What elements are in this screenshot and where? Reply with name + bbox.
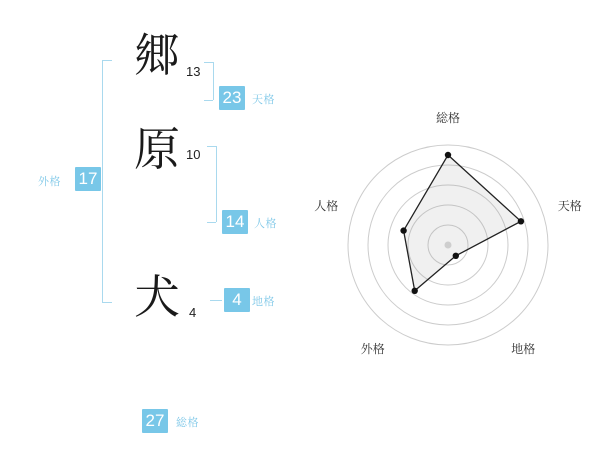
stroke-count-2: 10 (186, 147, 201, 162)
stroke-count-1: 13 (186, 64, 201, 79)
kanji-character-1: 郷 (134, 28, 180, 82)
bracket-jinkaku-bottom (207, 222, 216, 223)
radar-axis-label-soukaku: 総格 (436, 110, 461, 125)
kanji-character-2: 原 (134, 122, 180, 176)
bracket-chikaku-line (210, 300, 222, 301)
name-breakdown-panel (0, 0, 300, 470)
value-chip-gaikaku: 17 (75, 167, 101, 191)
bracket-jinkaku-vertical (216, 146, 217, 222)
radar-axis-label-chikaku: 地格 (511, 342, 536, 357)
value-chip-soukaku: 27 (142, 409, 168, 433)
bracket-jinkaku-top (207, 146, 216, 147)
value-label-jinkaku: 人格 (254, 217, 277, 230)
bracket-tenkaku-vertical (213, 62, 214, 100)
radar-axis-label-tenkaku: 天格 (557, 198, 582, 213)
value-label-soukaku: 総格 (176, 416, 199, 429)
bracket-tenkaku-top (204, 62, 213, 63)
value-chip-chikaku: 4 (224, 288, 250, 312)
radar-axis-label-gaikaku: 外格 (360, 342, 385, 357)
radar-chart (300, 0, 600, 470)
bracket-gaikaku-vertical (102, 60, 103, 302)
value-label-chikaku: 地格 (252, 295, 275, 308)
value-chip-jinkaku: 14 (222, 210, 248, 234)
kanji-character-3: 犬 (134, 270, 180, 324)
radar-series (400, 152, 524, 294)
value-label-gaikaku: 外格 (38, 175, 61, 188)
value-label-tenkaku: 天格 (252, 93, 275, 106)
radar-chart-panel (300, 0, 600, 470)
radar-axis-label-jinkaku: 人格 (314, 198, 339, 213)
bracket-gaikaku-bottom (102, 302, 112, 303)
bracket-tenkaku-bottom (204, 100, 213, 101)
stroke-count-3: 4 (189, 305, 197, 320)
bracket-gaikaku-top (102, 60, 112, 61)
value-chip-tenkaku: 23 (219, 86, 245, 110)
